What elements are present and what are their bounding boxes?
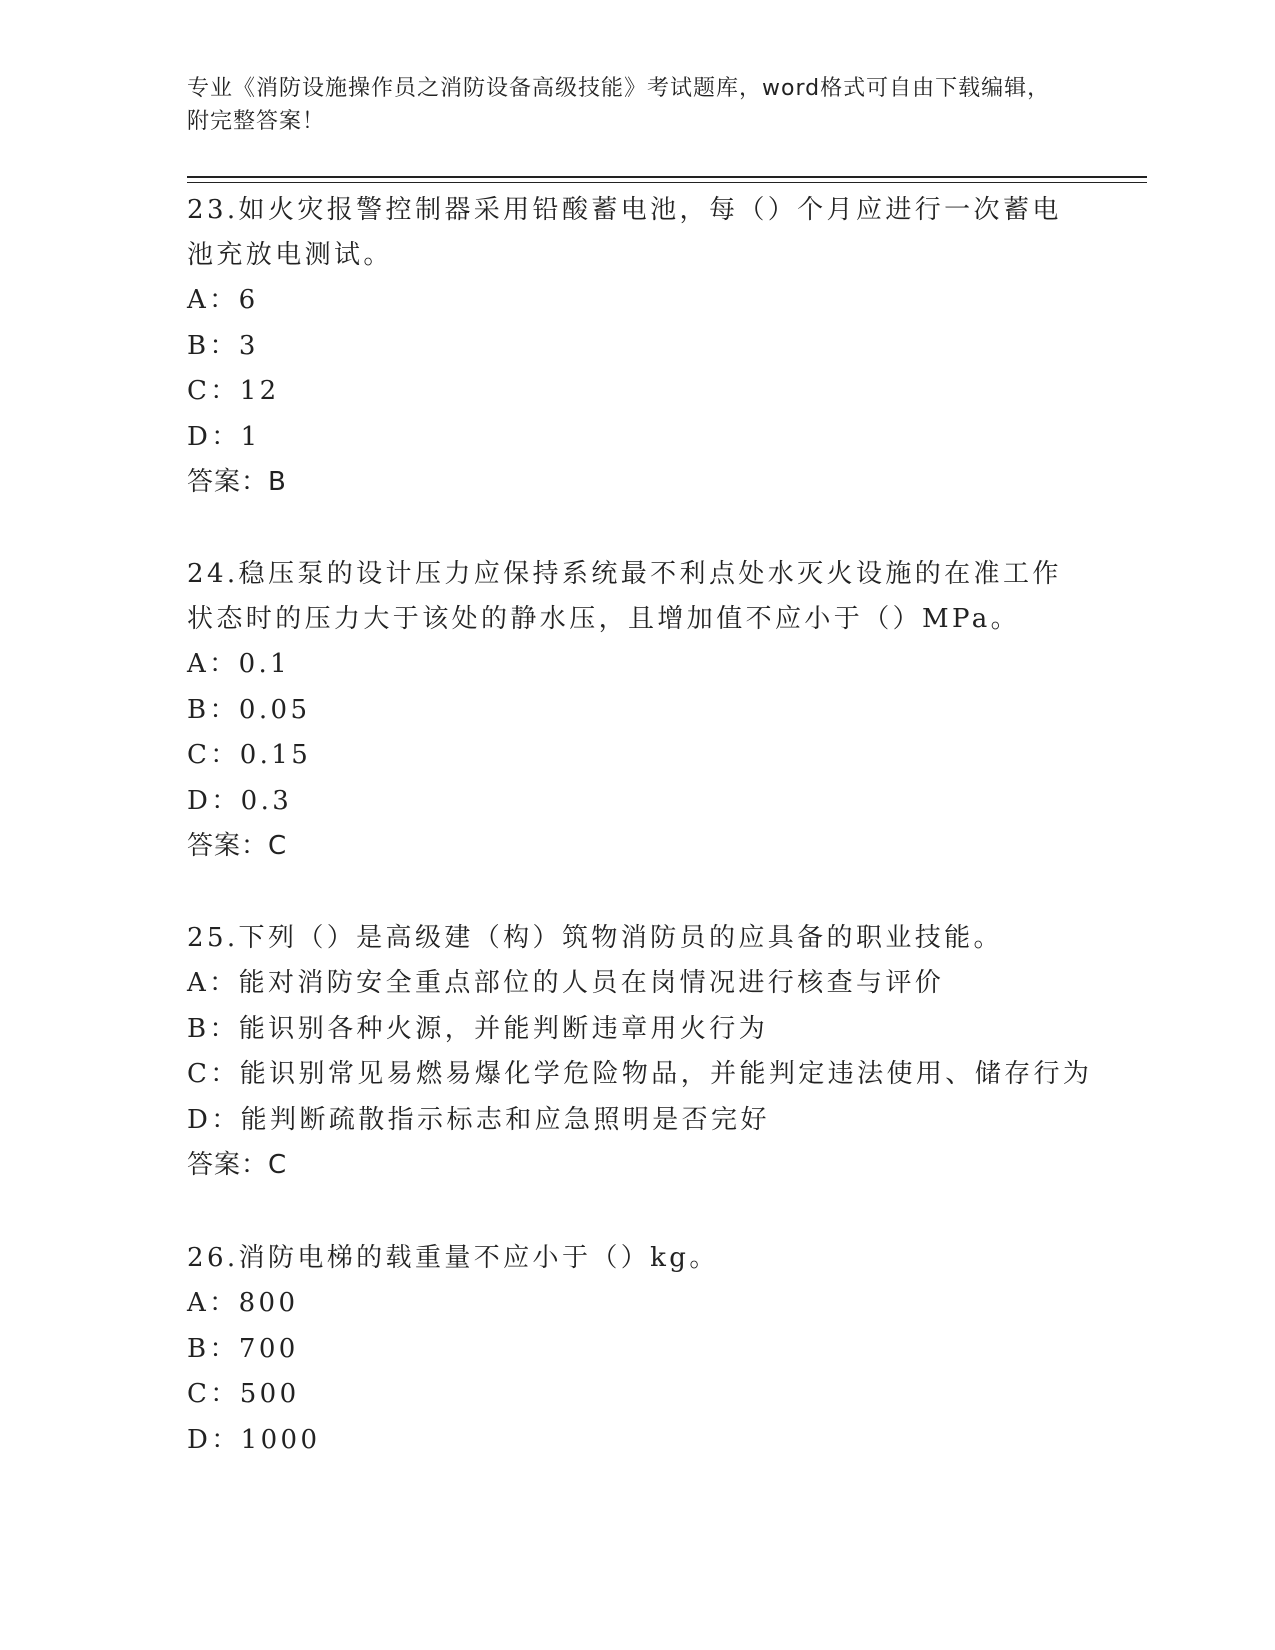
document-intro: 专业《消防设施操作员之消防设备高级技能》考试题库，word格式可自由下载编辑，附完整答案！ (187, 76, 1051, 134)
question-24 (187, 552, 1077, 869)
option-a: A：0.1 (187, 649, 291, 679)
option-d: D：1 (187, 421, 261, 452)
option-d: D：能判断疏散指示标志和应急照明是否完好 (187, 1104, 770, 1135)
answer-line: 答案：C (187, 1150, 288, 1180)
option-b: B：能识别各种火源，并能判断违章用火行为 (187, 1013, 769, 1044)
option-c: C：500 (187, 1379, 300, 1409)
answer-line: 答案：B (187, 467, 287, 497)
option-c: C：0.15 (187, 740, 312, 770)
answer-line: 答案：C (187, 831, 288, 861)
option-d: D：0.3 (187, 785, 293, 816)
header-divider-thick (187, 176, 1147, 178)
option-a: A：6 (187, 285, 259, 315)
option-b: B：0.05 (187, 694, 311, 725)
question-23 (187, 188, 1077, 505)
option-c: C：12 (187, 376, 280, 406)
option-d: D：1000 (187, 1424, 321, 1455)
option-b: B：700 (187, 1333, 299, 1364)
question-text: 23.如火灾报警控制器采用铅酸蓄电池，每（）个月应进行一次蓄电池充放电测试。 (187, 195, 1062, 270)
question-26 (187, 1236, 1077, 1463)
question-text: 24.稳压泵的设计压力应保持系统最不利点处水灭火设施的在准工作状态时的压力大于该处的静水压，且增加值不应小于（）MPa。 (187, 559, 1062, 634)
option-b: B：3 (187, 330, 259, 361)
header-divider-thin (187, 182, 1147, 183)
question-25 (187, 916, 1093, 1188)
question-text: 25.下列（）是高级建（构）筑物消防员的应具备的职业技能。 (187, 923, 1003, 953)
question-text: 26.消防电梯的载重量不应小于（）kg。 (187, 1243, 719, 1273)
option-a: A：800 (187, 1288, 299, 1318)
option-a: A：能对消防安全重点部位的人员在岗情况进行核查与评价 (187, 968, 945, 998)
option-c: C：能识别常见易燃易爆化学危险物品，并能判定违法使用、储存行为 (187, 1059, 1093, 1089)
